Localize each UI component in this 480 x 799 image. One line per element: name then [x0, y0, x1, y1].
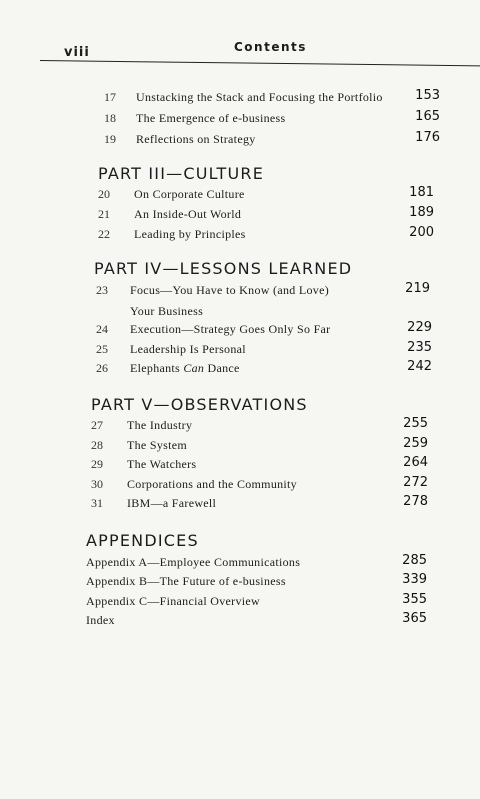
chapter-number: 23: [96, 283, 108, 297]
chapter-number: 18: [104, 111, 116, 125]
chapter-number: 30: [91, 477, 103, 491]
chapter-title-continued: Your Business: [130, 304, 204, 318]
running-head: Contents: [234, 40, 307, 54]
chapter-page: 235: [407, 340, 432, 355]
chapter-title: On Corporate Culture: [134, 187, 245, 201]
chapter-title: The Emergence of e-business: [136, 111, 286, 125]
chapter-title: Leadership Is Personal: [130, 342, 246, 356]
chapter-number: 17: [104, 90, 116, 104]
chapter-page: 278: [403, 494, 428, 509]
part-title: PART IV—LESSONS LEARNED: [94, 259, 353, 278]
chapter-page: 200: [409, 225, 434, 240]
chapter-page: 255: [403, 416, 428, 431]
chapter-number: 27: [91, 418, 103, 432]
chapter-title: [130, 361, 240, 376]
chapter-page: 272: [403, 475, 428, 490]
chapter-page: 229: [407, 320, 432, 335]
part-title: PART V—OBSERVATIONS: [91, 395, 308, 414]
chapter-number: 22: [98, 227, 110, 241]
chapter-title: Execution—Strategy Goes Only So Far: [130, 322, 331, 336]
chapter-page: 242: [407, 359, 432, 374]
chapter-number: 20: [98, 187, 110, 201]
chapter-title: IBM—a Farewell: [127, 496, 217, 510]
toc-part-v: [91, 395, 441, 510]
chapter-number: 26: [96, 361, 108, 375]
toc-part-iv: [94, 259, 444, 375]
page-number: viii: [64, 45, 90, 60]
toc-part-iii: [98, 164, 444, 241]
chapter-number: 19: [104, 132, 116, 146]
chapter-title-part: Elephants: [130, 361, 184, 375]
chapter-title: Focus—You Have to Know (and Love): [130, 283, 329, 297]
appendix-page: 355: [402, 592, 427, 607]
chapter-page: 259: [403, 436, 428, 451]
index-page: 365: [402, 611, 427, 626]
chapter-number: 31: [91, 496, 103, 510]
chapter-page: 153: [415, 88, 440, 103]
chapter-page: 181: [409, 185, 434, 200]
chapter-title-emphasis: Can: [183, 361, 205, 375]
chapter-number: 21: [98, 207, 110, 221]
appendix-title: Appendix B—The Future of e-business: [86, 574, 286, 588]
appendix-page: 285: [402, 553, 427, 568]
part-title: APPENDICES: [86, 531, 199, 550]
chapter-title-part: Dance: [204, 361, 240, 375]
chapter-number: 25: [96, 342, 108, 356]
chapter-title: The Watchers: [127, 457, 197, 471]
chapter-title: An Inside-Out World: [134, 207, 242, 221]
chapter-number: 24: [96, 322, 108, 336]
chapter-number: 29: [91, 457, 103, 471]
toc-appendices: [86, 531, 440, 627]
chapter-page: 165: [415, 109, 440, 124]
chapter-page: 189: [409, 205, 434, 220]
part-title: PART III—CULTURE: [98, 164, 265, 183]
chapter-page: 264: [403, 455, 428, 470]
chapter-title: Reflections on Strategy: [136, 132, 256, 146]
appendix-page: 339: [402, 572, 427, 587]
index-title: Index: [86, 613, 115, 627]
chapter-title: The Industry: [127, 418, 193, 432]
chapter-title: Corporations and the Community: [127, 477, 297, 491]
chapter-number: 28: [91, 438, 103, 452]
chapter-title: Unstacking the Stack and Focusing the Portfolio: [136, 90, 383, 104]
chapter-page: 176: [415, 130, 440, 145]
appendix-title: Appendix C—Financial Overview: [86, 594, 260, 608]
appendix-title: Appendix A—Employee Communications: [86, 555, 301, 569]
chapter-title: Leading by Principles: [134, 227, 246, 241]
chapter-page: 219: [405, 281, 430, 296]
chapter-title: The System: [127, 438, 187, 452]
